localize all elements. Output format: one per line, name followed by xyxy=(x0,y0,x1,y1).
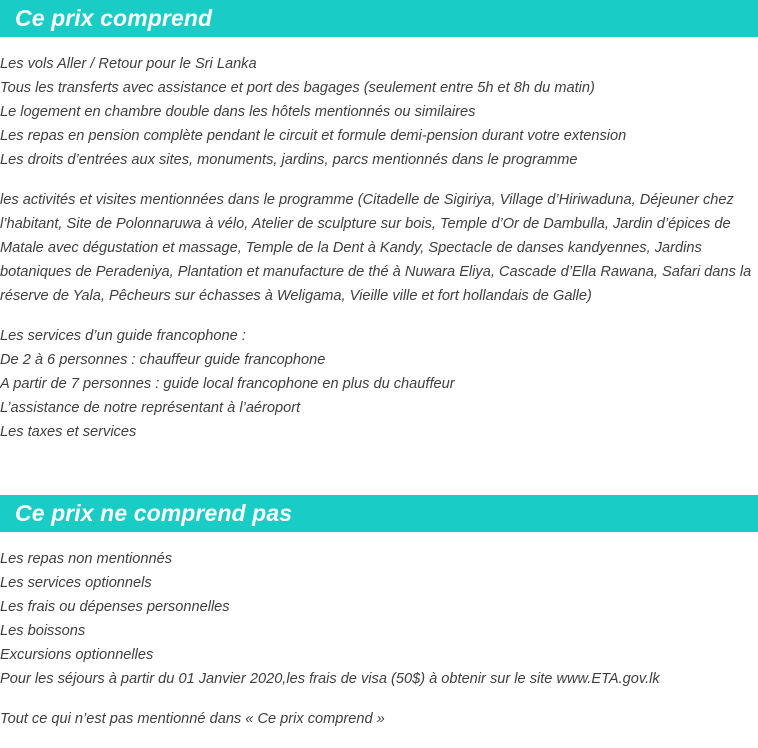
list-item: Excursions optionnelles xyxy=(0,647,154,663)
list-item: Les vols Aller / Retour pour le Sri Lanka xyxy=(0,56,257,72)
list-item: Les services optionnels xyxy=(0,575,152,591)
list-item: A partir de 7 personnes : guide local francophone en plus du chauffeur xyxy=(0,376,455,392)
excluded-section-title: Ce prix ne comprend pas xyxy=(15,500,293,526)
excluded-note xyxy=(0,707,758,731)
note-text: Tout ce qui n’est pas mentionné dans « Ce prix comprend » xyxy=(0,711,385,727)
included-content xyxy=(0,52,758,444)
list-item: De 2 à 6 personnes : chauffeur guide francophone xyxy=(0,352,326,368)
excluded-list xyxy=(0,547,758,691)
list-item: Le logement en chambre double dans les hôtels mentionnés ou similaires xyxy=(0,104,476,120)
list-item: Les services d’un guide francophone : xyxy=(0,328,246,344)
list-item: Les repas non mentionnés xyxy=(0,551,172,567)
included-list-2 xyxy=(0,324,758,444)
activities-text: les activités et visites mentionnées dans le programme (Citadelle de Sigiriya, Village d’Hiriwaduna, Déjeuner chez l’habitant, Site de Polonnaruwa à vélo, Atelier de sculpture sur bois, Temple d’Or de Dambulla, Jardin d’épices de Matale avec dégustation et massage, Temple de la Dent à Kandy, Spectacle de danses kandyennes, Jardins botaniques de Peradeniya, Plantation et manufacture de thé à Nuwara Eliya, Cascade d’Ella Rawana, Safari dans la réserve de Yala, Pêcheurs sur échasses à Weligama, Vieille ville et fort hollandais de Galle) xyxy=(0,192,752,304)
included-section-header xyxy=(0,0,758,37)
list-item: Tous les transferts avec assistance et port des bagages (seulement entre 5h et 8h du matin) xyxy=(0,80,595,96)
list-item: Pour les séjours à partir du 01 Janvier 2020,les frais de visa (50$) à obtenir sur le site www.ETA.gov.lk xyxy=(0,671,660,687)
excluded-content xyxy=(0,547,758,731)
excluded-section-header xyxy=(0,495,758,532)
list-item: Les droits d’entrées aux sites, monuments, jardins, parcs mentionnés dans le programme xyxy=(0,152,578,168)
list-item: Les repas en pension complète pendant le circuit et formule demi-pension durant votre extension xyxy=(0,128,627,144)
included-activities-paragraph xyxy=(0,188,758,308)
list-item: Les boissons xyxy=(0,623,86,639)
included-list-1 xyxy=(0,52,758,172)
list-item: Les taxes et services xyxy=(0,424,137,440)
list-item: Les frais ou dépenses personnelles xyxy=(0,599,230,615)
included-section-title: Ce prix comprend xyxy=(15,5,213,31)
list-item: L’assistance de notre représentant à l’aéroport xyxy=(0,400,301,416)
